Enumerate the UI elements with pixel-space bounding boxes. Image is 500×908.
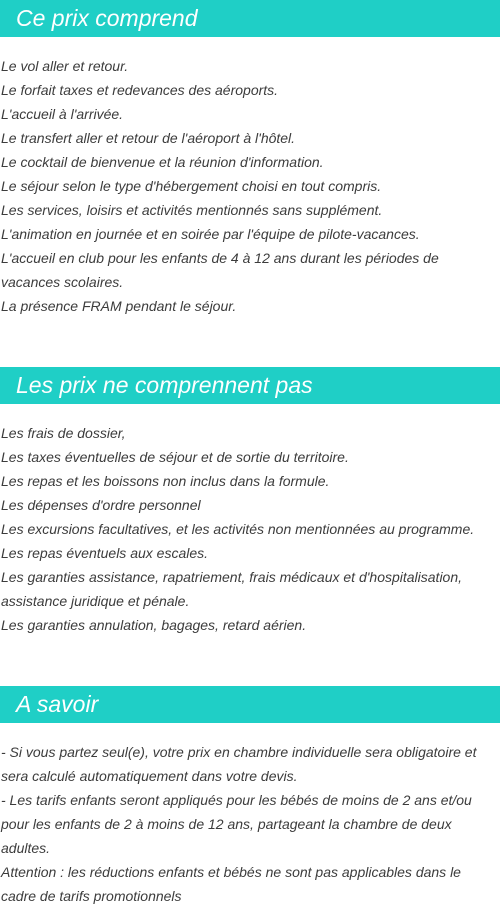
list-item: - Si vous partez seul(e), votre prix en chambre individuelle sera obligatoire et sera calculé automatiquement dans votre devis. [1,744,477,784]
section-header [0,0,500,37]
list-item: Les services, loisirs et activités mentionnés sans supplément. [1,202,383,218]
list-item: L'animation en journée et en soirée par l'équipe de pilote-vacances. [1,226,420,242]
list-item: Les taxes éventuelles de séjour et de sortie du territoire. [1,449,349,465]
section-header [0,686,500,723]
list-item: Les repas et les boissons non inclus dans la formule. [1,473,330,489]
section-title: A savoir [16,691,99,717]
section-header [0,367,500,404]
list-item: Le vol aller et retour. [1,58,129,74]
list-item: Les dépenses d'ordre personnel [1,497,201,513]
list-item: Le transfert aller et retour de l'aéroport à l'hôtel. [1,130,296,146]
list-item: Le séjour selon le type d'hébergement choisi en tout compris. [1,178,382,194]
list-item: - Les tarifs enfants seront appliqués pour les bébés de moins de 2 ans et/ou pour les enfants de 2 à moins de 12 ans, partageant la chambre de deux adultes. [1,792,472,856]
list-item: Le cocktail de bienvenue et la réunion d'information. [1,154,324,170]
list-item: La présence FRAM pendant le séjour. [1,298,237,314]
list-item: Le forfait taxes et redevances des aéroports. [1,82,279,98]
section-price-excludes [0,367,500,637]
notes-list [0,723,500,908]
list-item: Les garanties assistance, rapatriement, frais médicaux et d'hospitalisation, assistance juridique et pénale. [1,569,463,609]
list-item: L'accueil à l'arrivée. [1,106,124,122]
section-good-to-know [0,686,500,908]
section-price-includes [0,0,500,318]
list-item: Les excursions facultatives, et les activités non mentionnées au programme. [1,521,475,537]
excludes-list [0,404,500,637]
includes-list [0,37,500,318]
section-title: Ce prix comprend [16,5,198,31]
list-item: Attention : les réductions enfants et bébés ne sont pas applicables dans le cadre de tarifs promotionnels [1,864,461,904]
section-title: Les prix ne comprennent pas [16,372,313,398]
list-item: Les repas éventuels aux escales. [1,545,209,561]
list-item: Les frais de dossier, [1,425,126,441]
list-item: Les garanties annulation, bagages, retard aérien. [1,617,307,633]
list-item: L'accueil en club pour les enfants de 4 à 12 ans durant les périodes de vacances scolaires. [1,250,439,290]
